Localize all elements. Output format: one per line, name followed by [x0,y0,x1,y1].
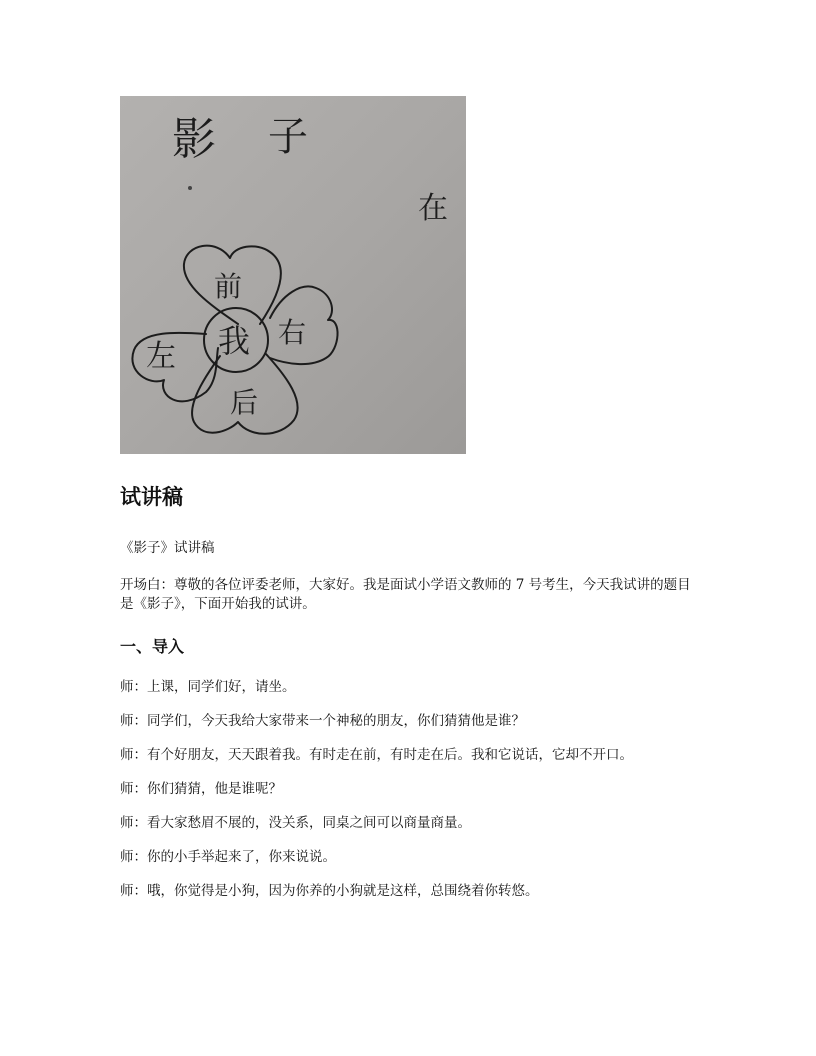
hand-char-zi: 子 [268,114,308,160]
flower-drawing [120,96,466,454]
dialogue-line: 师：你们猜猜，他是谁呢？ [120,781,282,797]
dialogue-line: 师：你的小手举起来了，你来说说。 [120,849,336,865]
hand-char-wo: 我 [218,322,251,360]
document-title: 试讲稿 [120,485,183,509]
hand-char-zai: 在 [418,191,448,226]
document-body [120,476,700,916]
dialogue-line: 师：上课，同学们好，请坐。 [120,679,296,695]
dialogue-line: 师：哦，你觉得是小狗，因为你养的小狗就是这样，总围绕着你转悠。 [120,883,539,899]
handwritten-flower-photo [120,96,466,454]
hand-char-hou: 后 [230,386,259,419]
hand-char-ying: 影 [172,114,216,165]
hand-char-zuo: 左 [146,339,176,374]
hand-char-qian: 前 [214,270,243,303]
opening-paragraph: 开场白：尊敬的各位评委老师，大家好。我是面试小学语文教师的 7 号考生，今天我试讲的题目是《影子》，下面开始我的试讲。 [120,577,691,612]
dialogue-line: 师：看大家愁眉不展的，没关系，同桌之间可以商量商量。 [120,815,471,831]
dialogue-line: 师：有个好朋友，天天跟着我。有时走在前，有时走在后。我和它说话，它却不开口。 [120,747,633,763]
paper-speck [188,186,192,190]
dialogue-lines [120,678,700,901]
hand-char-you: 右 [278,316,307,349]
section-heading-intro: 一、导入 [120,637,185,656]
document-subtitle: 《影子》试讲稿 [120,540,215,556]
dialogue-line: 师：同学们，今天我给大家带来一个神秘的朋友，你们猜猜他是谁？ [120,713,525,729]
